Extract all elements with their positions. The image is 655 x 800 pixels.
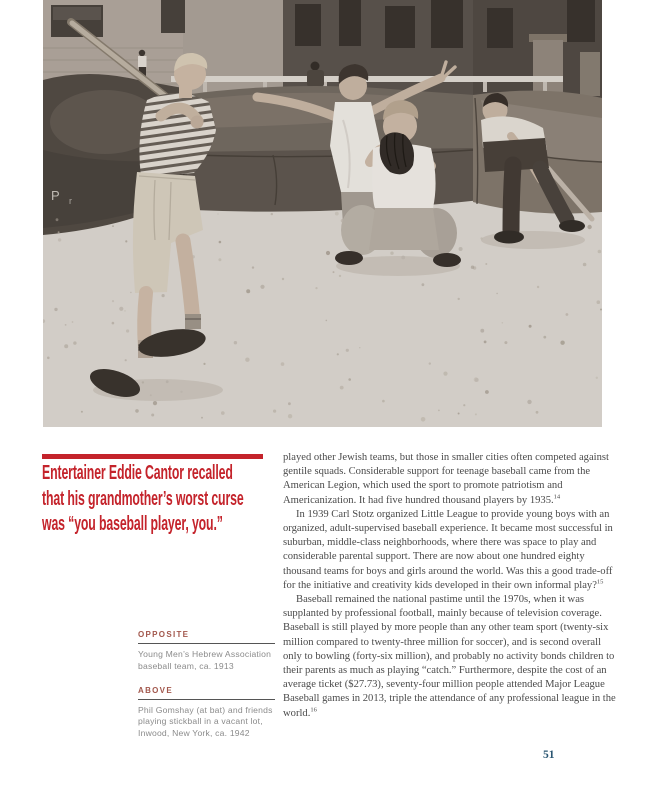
paragraph-text: played other Jewish teams, but those in smaller cities often competed against gentile squads. Considerable support for teenage baseball came from the American Legion, which used the sport to promote patriotism and Americanization. It had five hundred thousand players by 1935.	[283, 452, 609, 506]
footnote-marker: 16	[310, 706, 317, 714]
pull-quote-rule	[42, 454, 263, 459]
caption-group-above	[138, 686, 275, 740]
caption-group-opposite	[138, 630, 275, 673]
caption-rule	[138, 699, 275, 700]
body-text	[283, 451, 617, 721]
photo-illustration	[43, 0, 602, 427]
caption-text-above: Phil Gomshay (at bat) and friends playing stickball in a vacant lot, Inwood, New York, ca. 1942	[138, 704, 273, 739]
body-paragraph-2	[283, 508, 617, 593]
footnote-marker: 15	[596, 578, 604, 586]
svg-text:P: P	[51, 188, 60, 203]
pull-quote-line: was “you baseball player, you.”	[42, 513, 223, 535]
caption-rule	[138, 643, 275, 644]
pull-quote	[42, 461, 270, 538]
body-paragraph-1	[283, 451, 617, 508]
pull-quote-line: that his grandmother’s worst curse	[42, 487, 244, 510]
caption-label-above: ABOVE	[138, 685, 173, 695]
caption-label-opposite: OPPOSITE	[138, 630, 190, 639]
footnote-marker: 14	[553, 493, 561, 501]
pull-quote-line: Entertainer Eddie Cantor recalled	[42, 462, 233, 484]
svg-text:r: r	[69, 196, 72, 206]
paragraph-text: Baseball remained the national pastime until the 1970s, when it was supplanted by professional football, mainly because of television coverage. Baseball is still played by more people than any other team sport (twenty-six million compared to twenty-three million for soccer), and is second overall only to bowling (forty-six million), and probably no activity bonds children to their parents as much as playing “catch.” Furthermore, despite the cost of an average ticket ($27.73), seventy-four million people attended Major League Baseball games in 2013, triple the attendance of any professional league in the world.	[283, 594, 616, 719]
page-number: 51	[543, 749, 555, 761]
caption-text-opposite: Young Men’s Hebrew Association baseball team, ca. 1913	[138, 649, 272, 671]
caption-block	[138, 630, 275, 753]
body-paragraph-3	[283, 593, 617, 721]
paragraph-text: In 1939 Carl Stotz organized Little League to provide young boys with an organized, adult-supervised baseball experience. It became most successful in suburban, middle-class neighborhoods, where there was space to play and considerable parental support. There are now about one hundred eighty thousand teams for boys and girls around the world. Was this a good trade-off for the initiative and creativity kids developed in their own informal play?	[283, 508, 613, 591]
photo-tone-overlay	[43, 0, 602, 427]
photograph-stickball	[43, 0, 602, 427]
